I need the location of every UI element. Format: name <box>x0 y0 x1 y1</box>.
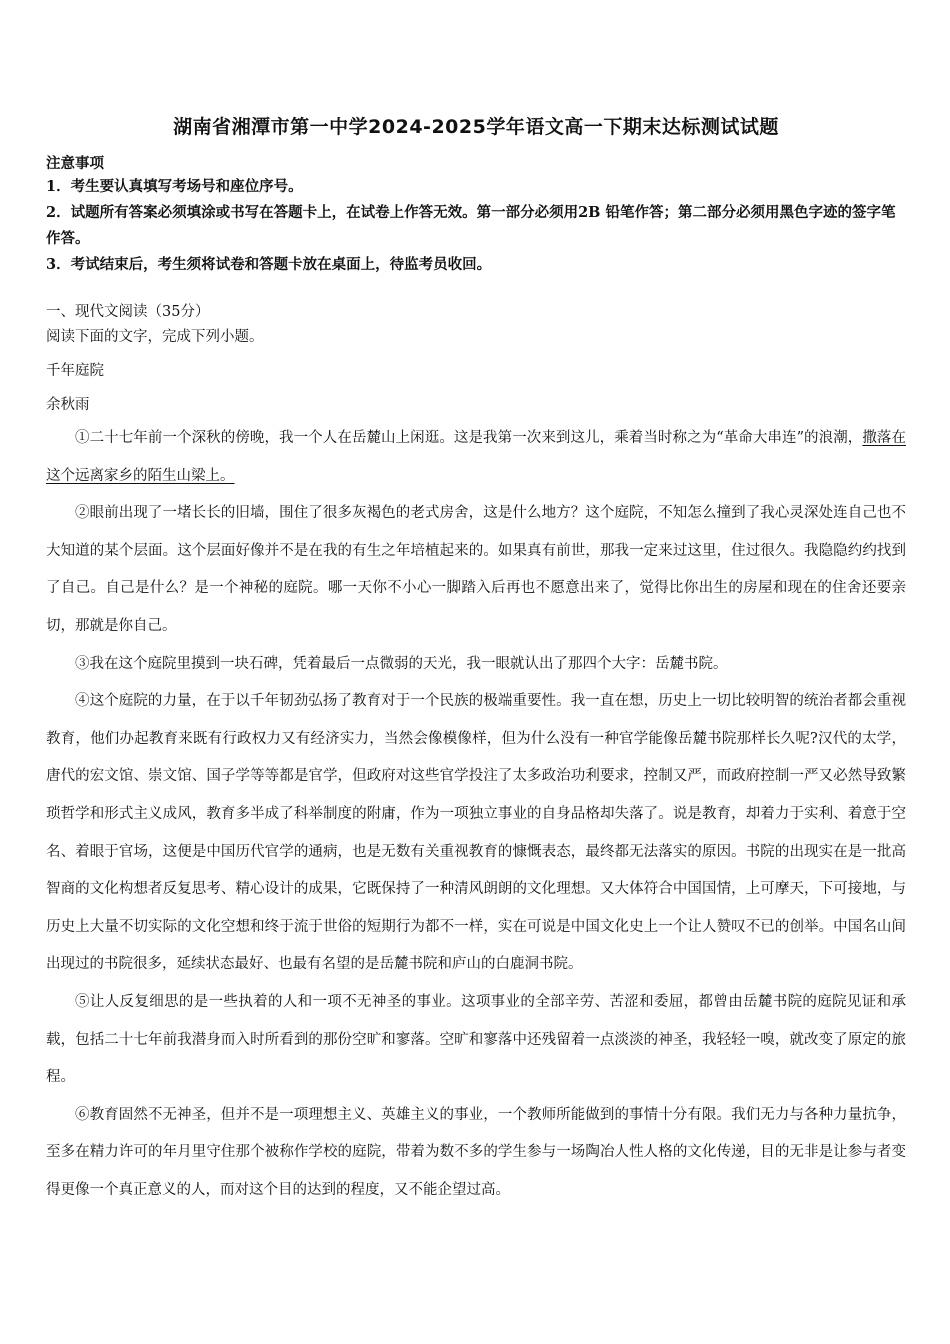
paragraph-5: ⑤让人反复细思的是一些执着的人和一项不无神圣的事业。这项事业的全部辛劳、苦涩和委屈，都曾由岳麓书院的庭院见证和承载，包括二十七年前我潜身而入时所看到的那份空旷和寥落。空旷和寥落中还残留着一点淡淡的神圣，我轻轻一嗅，就改变了原定的旅程。 <box>46 993 906 1086</box>
section-heading: 一、现代文阅读（35分） <box>46 304 210 320</box>
paragraph-6: ⑥教育固然不无神圣，但并不是一项理想主义、英雄主义的事业，一个教师所能做到的事情十分有限。我们无力与各种力量抗争，至多在精力许可的年月里守住那个被称作学校的庭院，带着为数不多的学生参与一场陶冶人性人格的文化传递，目的无非是让参与者变得更像一个真正意义的人，而对这个目的达到的程度，又不能企望过高。 <box>46 1106 906 1198</box>
essay-author: 余秋雨 <box>46 397 90 413</box>
paragraph-2: ②眼前出现了一堵长长的旧墙，围住了很多灰褐色的老式房舍，这是什么地方？这个庭院，不知怎么撞到了我心灵深处连自己也不大知道的某个层面。这个层面好像并不是在我的有生之年培植起来的。如果真有前世，那我一定来过这里，住过很久。我隐隐约约找到了自己。自己是什么？是一个神秘的庭院。哪一天你不小心一脚踏入后再也不愿意出来了，觉得比你出生的房屋和现在的住舍还要亲切，那就是你自己。 <box>46 505 906 634</box>
essay-body <box>46 420 906 1209</box>
notice-item-2: 2．试题所有答案必须填涂或书写在答题卡上，在试卷上作答无效。第一部分必须用2B 铅笔作答；第二部分必须用黑色字迹的签字笔作答。 <box>46 204 896 247</box>
paragraph-1 <box>46 420 906 495</box>
paragraph-1-text: ①二十七年前一个深秋的傍晚，我一个人在岳麓山上闲逛。这是我第一次来到这儿，乘着当时称之为“革命大串连”的浪潮， <box>75 430 863 446</box>
notice-item-1: 1．考生要认真填写考场号和座位序号。 <box>46 178 303 195</box>
essay-title: 千年庭院 <box>46 363 104 379</box>
section-instruction: 阅读下面的文字，完成下列小题。 <box>46 329 264 345</box>
paragraph-3: ③我在这个庭院里摸到一块石碑，凭着最后一点微弱的天光，我一眼就认出了那四个大字：岳麓书院。 <box>75 655 728 672</box>
paragraph-4: ④这个庭院的力量，在于以千年韧劲弘扬了教育对于一个民族的极端重要性。我一直在想，历史上一切比较明智的统治者都会重视教育，他们办起教育来既有行政权力又有经济实力，当然会像模像样，但为什么没有一种官学能像岳麓书院那样长久呢?汉代的太学，唐代的宏文馆、崇文馆、国子学等等都是官学，但政府对这些官学投注了太多政治功利要求，控制又严，而政府控制一严又必然导致繁琐哲学和形式主义成风，教育多半成了科举制度的附庸，作为一项独立事业的自身品格却失落了。说是教育，却着力于实利、着意于空名、着眼于官场，这便是中国历代官学的通病，也是无数有关重视教育的慷慨表态，最终都无法落实的原因。书院的出现实在是一批高智商的文化构想者反复思考、精心设计的成果，它既保持了一种清风朗朗的文化理想。又大体符合中国国情，上可摩天，下可接地，与历史上大量不切实际的文化空想和终于流于世俗的短期行为都不一样，实在可说是中国文化史上一个让人赞叹不已的创举。中国名山间出现过的书院很多，延续状态最好、也最有名望的是岳麓书院和庐山的白鹿洞书院。 <box>46 693 906 973</box>
document-title: 湖南省湘潭市第一中学2024-2025学年语文高一下期末达标测试试题 <box>173 116 779 138</box>
notice-item-3: 3．考试结束后，考生须将试卷和答题卡放在桌面上，待监考员收回。 <box>46 256 492 273</box>
underlined-sentence: 撒落在这个远离家乡的陌生山梁上。 <box>46 430 907 484</box>
notice-list <box>46 174 906 278</box>
notice-heading: 注意事项 <box>46 155 104 172</box>
